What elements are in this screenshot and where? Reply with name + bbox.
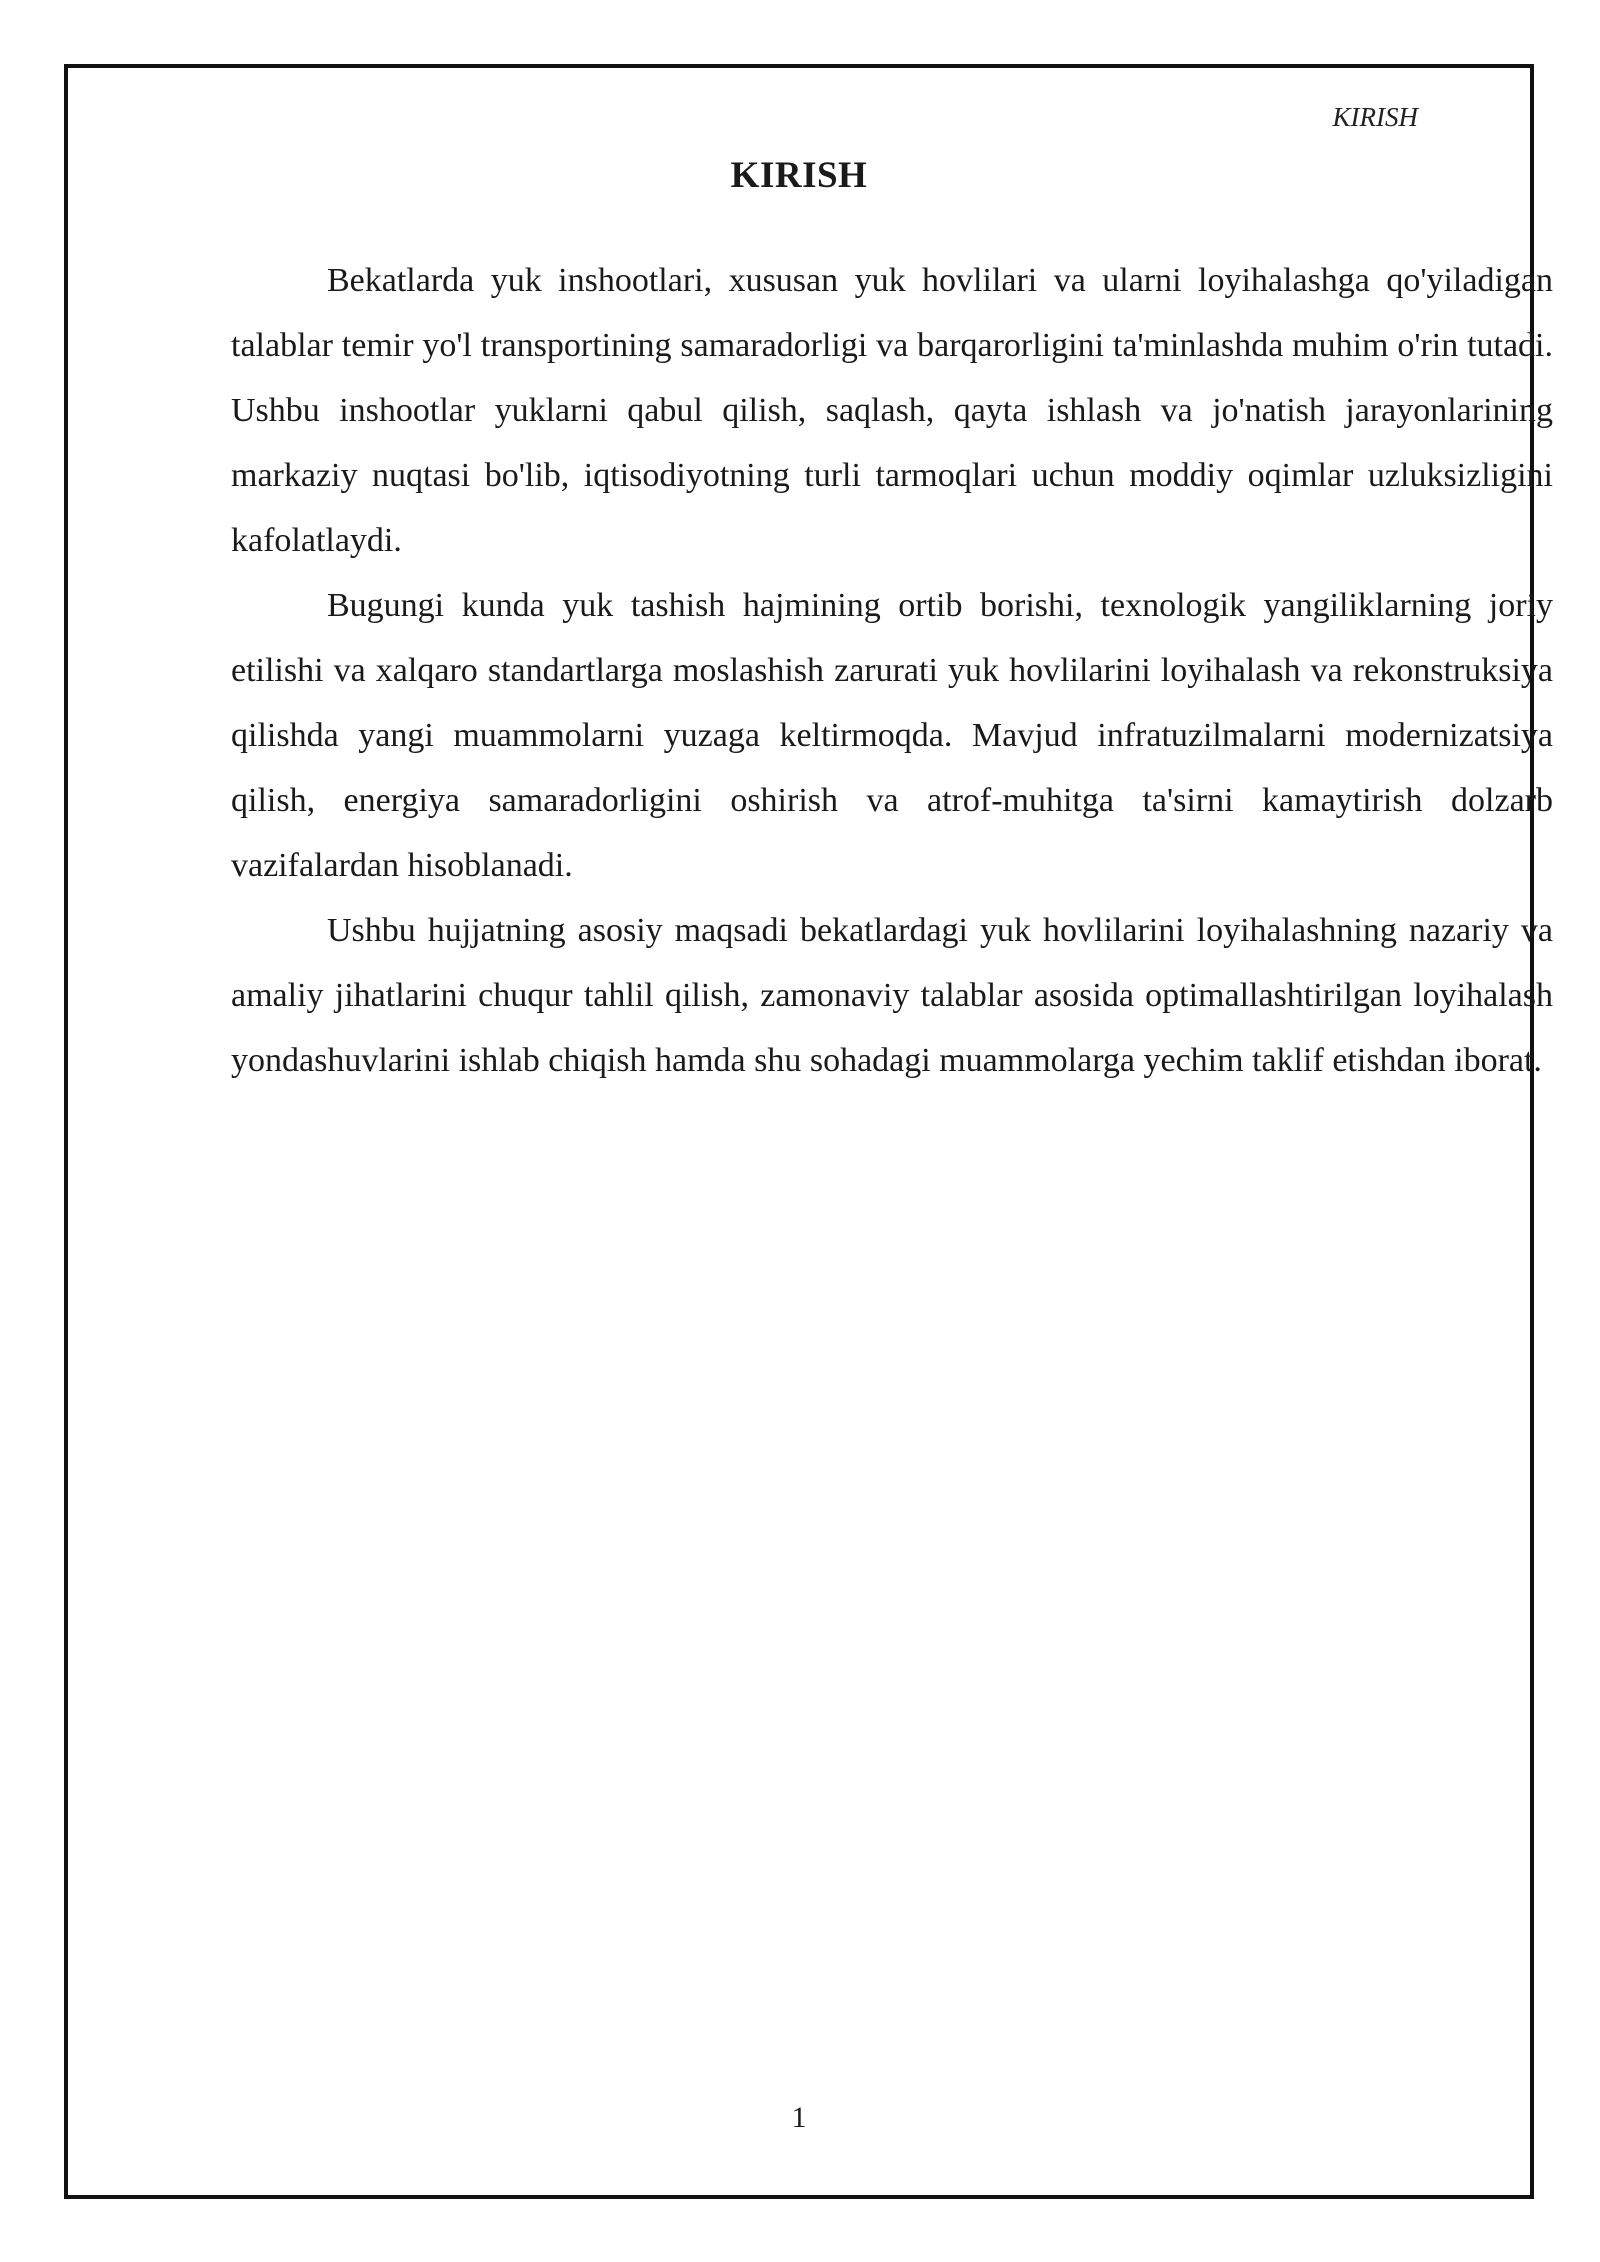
paragraph-2: Bugungi kunda yuk tashish hajmining ortib borishi, texnologik yangiliklarning joriy etilishi va xalqaro standartlarga moslashish zarurati yuk hovlilarini loyihalash va rekonstruksiya qilishda yangi muammolarni yuzaga keltirmoqda. Mavjud infratuzilmalarni modernizatsiya qilish, energiya samaradorligini oshirish va atrof-muhitga ta'sirni kamaytirish dolzarb vazifalardan hisoblanadi. — [231, 587, 1553, 884]
page-border-frame — [64, 64, 1553, 2199]
document-body — [231, 248, 1553, 1093]
page-number: 1 — [791, 2101, 807, 2134]
page-title: KIRISH — [730, 155, 868, 196]
paragraph-3: Ushbu hujjatning asosiy maqsadi bekatlardagi yuk hovlilarini loyihalashning nazariy va amaliy jihatlarini chuqur tahlil qilish, zamonaviy talablar asosida optimallashtirilgan loyihalash yondashuvlarini ishlab chiqish hamda shu sohadagi muammolarga yechim taklif etishdan iborat. — [231, 912, 1553, 1079]
running-header: KIRISH — [1332, 102, 1418, 132]
paragraph-1: Bekatlarda yuk inshootlari, xususan yuk hovlilari va ularni loyihalashga qo'yiladigan talablar temir yo'l transportining samaradorligi va barqarorligini ta'minlashda muhim o'rin tutadi. Ushbu inshootlar yuklarni qabul qilish, saqlash, qayta ishlash va jo'natish jarayonlarining markaziy nuqtasi bo'lib, iqtisodiyotning turli tarmoqlari uchun moddiy oqimlar uzluksizligini kafolatlaydi. — [231, 262, 1553, 559]
